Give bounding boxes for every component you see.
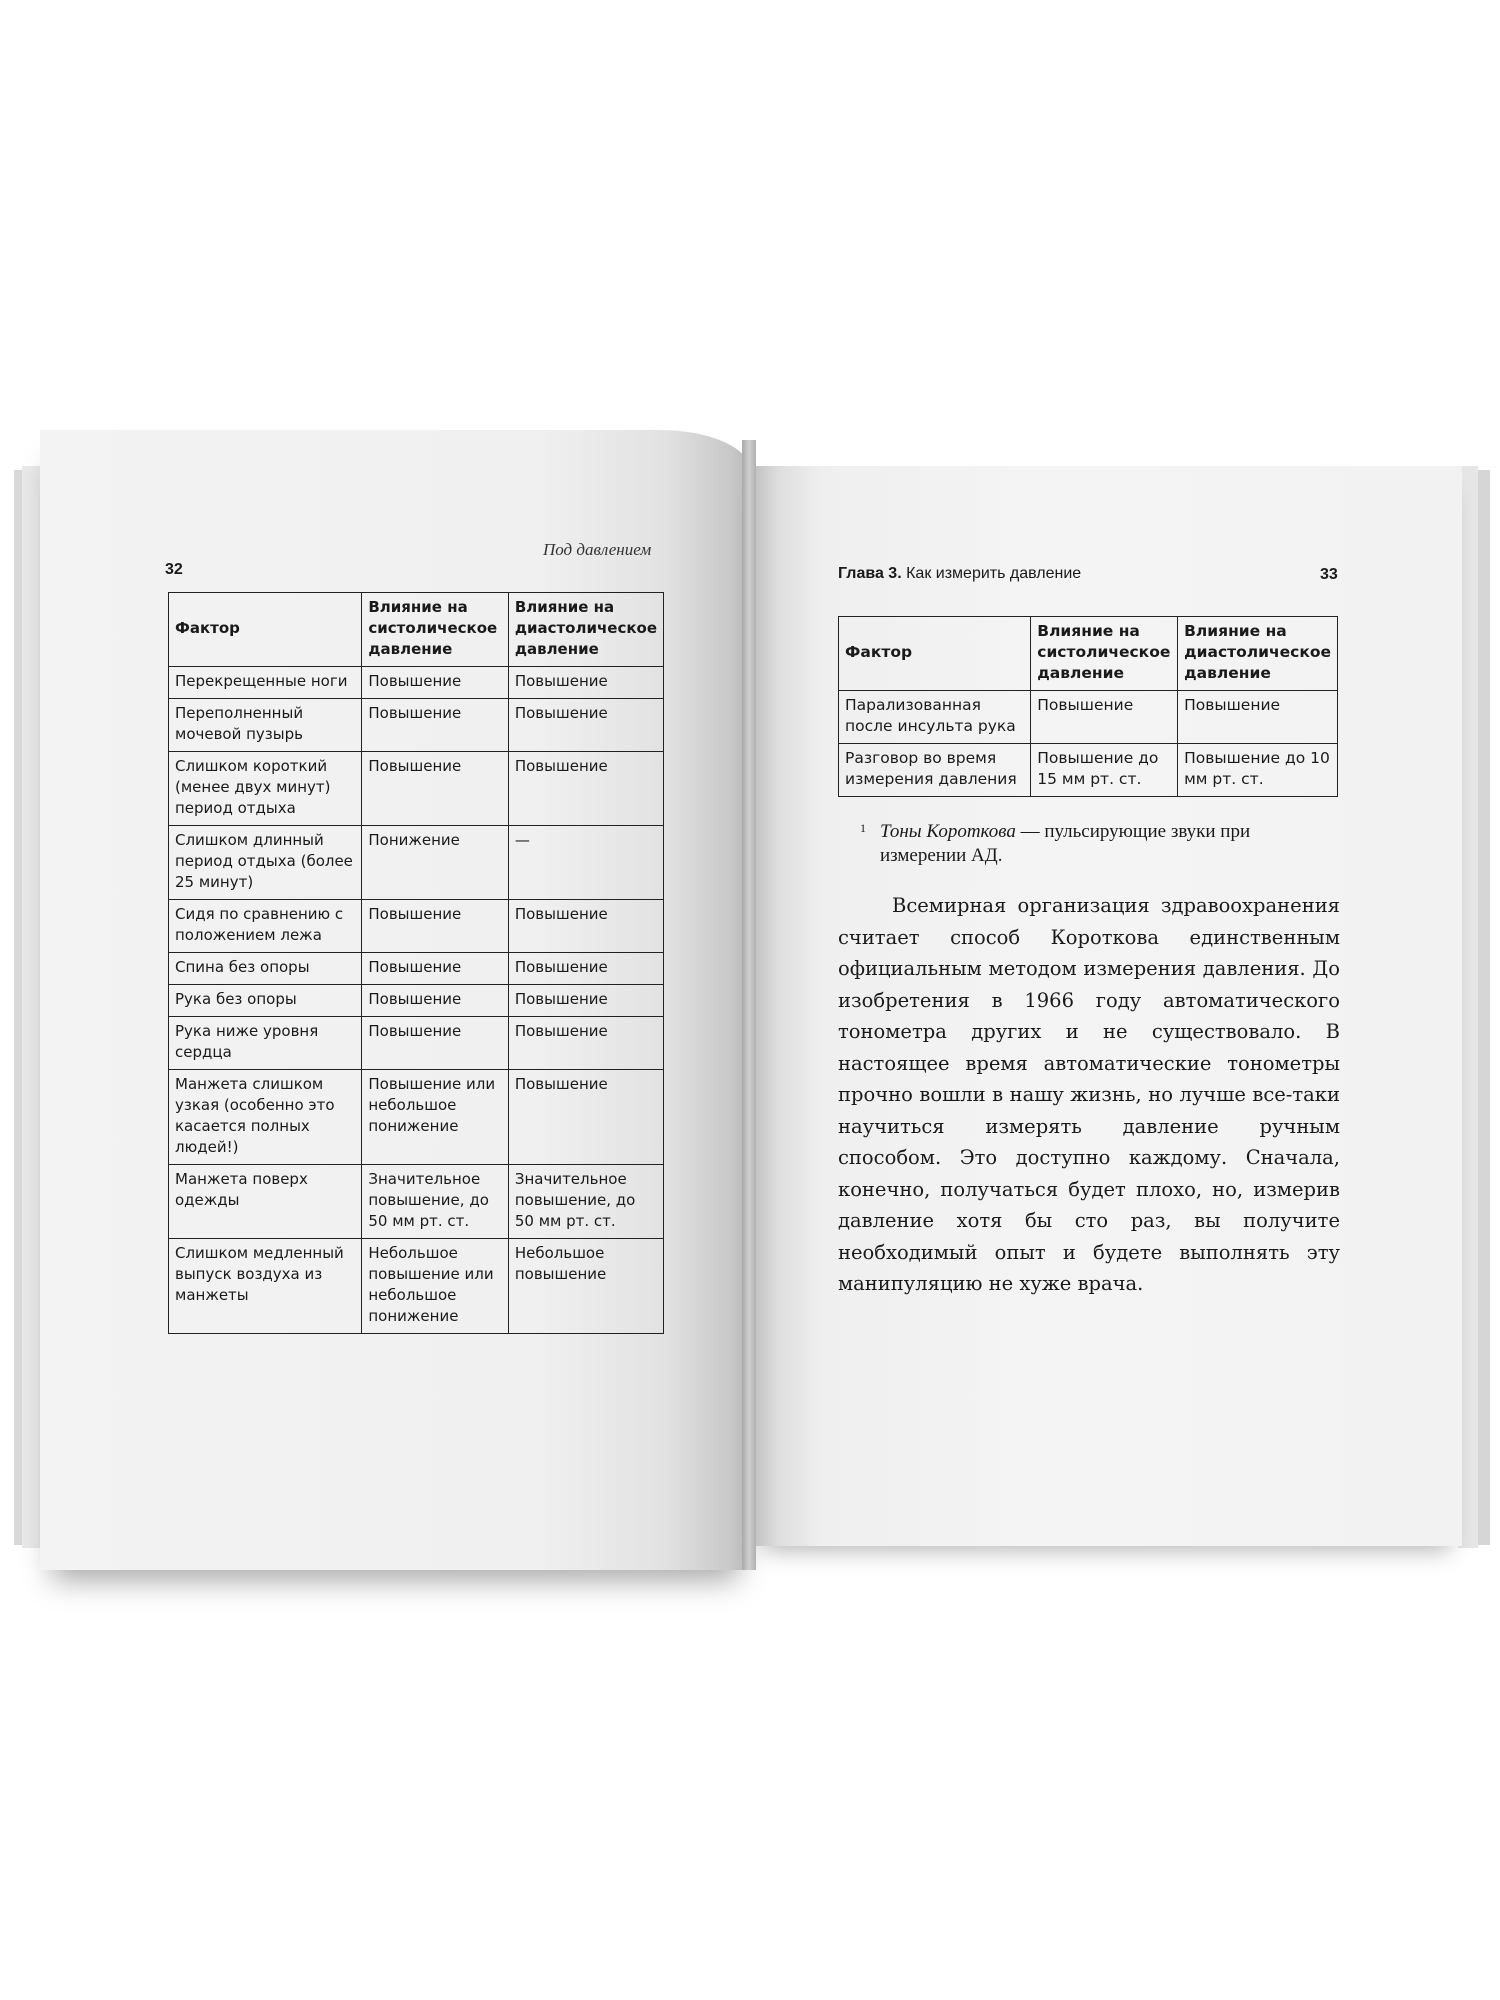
diastolic-cell: Повышение bbox=[508, 667, 663, 699]
systolic-cell: Значительное повышение, до 50 мм рт. ст. bbox=[362, 1165, 508, 1239]
running-head: Под давлением bbox=[543, 540, 652, 559]
diastolic-cell: Повышение bbox=[508, 699, 663, 752]
right-page-number: 33 bbox=[1320, 566, 1338, 583]
systolic-cell: Повышение bbox=[1031, 691, 1178, 744]
diastolic-cell: Значительное повышение, до 50 мм рт. ст. bbox=[508, 1165, 663, 1239]
table-row bbox=[169, 953, 664, 985]
systolic-cell: Повышение до 15 мм рт. ст. bbox=[1031, 744, 1178, 797]
diastolic-cell: — bbox=[508, 826, 663, 900]
table-row bbox=[169, 1239, 664, 1334]
header-factor: Фактор bbox=[169, 593, 362, 667]
diastolic-cell: Небольшое повышение bbox=[508, 1239, 663, 1334]
factors-table-left bbox=[168, 592, 664, 1334]
header-diastolic: Влияние на диастолическое давление bbox=[508, 593, 663, 667]
factor-cell: Слишком короткий (менее двух минут) период отдыха bbox=[169, 752, 362, 826]
systolic-cell: Повышение bbox=[362, 900, 508, 953]
table-row bbox=[169, 1017, 664, 1070]
header-diastolic: Влияние на диастолическое давление bbox=[1178, 617, 1338, 691]
systolic-cell: Повышение bbox=[362, 667, 508, 699]
factor-cell: Сидя по сравнению с положением лежа bbox=[169, 900, 362, 953]
diastolic-cell: Повышение bbox=[508, 1017, 663, 1070]
table-row bbox=[169, 667, 664, 699]
header-systolic: Влияние на систолическое давление bbox=[1031, 617, 1178, 691]
table-row bbox=[169, 900, 664, 953]
systolic-cell: Повышение или небольшое понижение bbox=[362, 1070, 508, 1165]
table-row bbox=[169, 1070, 664, 1165]
systolic-cell: Небольшое повышение или небольшое понижение bbox=[362, 1239, 508, 1334]
table-row bbox=[839, 691, 1338, 744]
diastolic-cell: Повышение bbox=[508, 953, 663, 985]
header-systolic: Влияние на систолическое давление bbox=[362, 593, 508, 667]
systolic-cell: Повышение bbox=[362, 752, 508, 826]
factor-cell: Слишком длинный период отдыха (более 25 минут) bbox=[169, 826, 362, 900]
factor-cell: Переполненный мочевой пузырь bbox=[169, 699, 362, 752]
factor-cell: Спина без опоры bbox=[169, 953, 362, 985]
table-row bbox=[169, 1165, 664, 1239]
table-row bbox=[169, 752, 664, 826]
left-page-number: 32 bbox=[165, 561, 183, 578]
table-row bbox=[169, 985, 664, 1017]
body-paragraph: Всемирная организация здравоохранения считает способ Короткова единственным официальным методом измерения давления. До изобретения в 1966 году автоматического тонометра других и не существовало. В настоящее время автоматические тонометры прочно вошли в нашу жизнь, но лучше все-таки научиться измерять давление ручным способом. Это доступно каждому. Сначала, конечно, получаться будет плохо, но, измерив давление хотя бы сто раз, вы получите необходимый опыт и будете выполнять эту манипуляцию не хуже врача. bbox=[838, 894, 1340, 1295]
factor-cell: Перекрещенные ноги bbox=[169, 667, 362, 699]
table-header-row bbox=[169, 593, 664, 667]
factor-cell: Слишком медленный выпуск воздуха из манжеты bbox=[169, 1239, 362, 1334]
chapter-label: Глава 3. bbox=[838, 565, 902, 582]
diastolic-cell: Повышение bbox=[1178, 691, 1338, 744]
footnote-text: — пульсирующие звуки при измерении АД. bbox=[880, 821, 1251, 866]
systolic-cell: Повышение bbox=[362, 699, 508, 752]
factor-cell: Разговор во время измерения давления bbox=[839, 744, 1031, 797]
systolic-cell: Повышение bbox=[362, 985, 508, 1017]
systolic-cell: Повышение bbox=[362, 953, 508, 985]
chapter-title: Как измерить давление bbox=[906, 565, 1082, 582]
factor-cell: Манжета слишком узкая (особенно это касается полных людей!) bbox=[169, 1070, 362, 1165]
diastolic-cell: Повышение bbox=[508, 985, 663, 1017]
factors-table-right bbox=[838, 616, 1338, 797]
book-spine bbox=[742, 440, 756, 1570]
factor-cell: Рука ниже уровня сердца bbox=[169, 1017, 362, 1070]
header-factor: Фактор bbox=[839, 617, 1031, 691]
factor-cell: Манжета поверх одежды bbox=[169, 1165, 362, 1239]
diastolic-cell: Повышение bbox=[508, 900, 663, 953]
factor-cell: Парализованная после инсульта рука bbox=[839, 691, 1031, 744]
footnote bbox=[860, 820, 1340, 868]
diastolic-cell: Повышение до 10 мм рт. ст. bbox=[1178, 744, 1338, 797]
table-row bbox=[169, 826, 664, 900]
diastolic-cell: Повышение bbox=[508, 752, 663, 826]
table-row bbox=[169, 699, 664, 752]
table-header-row bbox=[839, 617, 1338, 691]
chapter-header bbox=[838, 565, 1081, 583]
systolic-cell: Понижение bbox=[362, 826, 508, 900]
table-row bbox=[839, 744, 1338, 797]
systolic-cell: Повышение bbox=[362, 1017, 508, 1070]
footnote-mark: 1 bbox=[860, 821, 866, 835]
factor-cell: Рука без опоры bbox=[169, 985, 362, 1017]
diastolic-cell: Повышение bbox=[508, 1070, 663, 1165]
table-body bbox=[169, 667, 664, 1334]
footnote-term: Тоны Короткова bbox=[880, 821, 1016, 842]
table-body bbox=[839, 691, 1338, 797]
